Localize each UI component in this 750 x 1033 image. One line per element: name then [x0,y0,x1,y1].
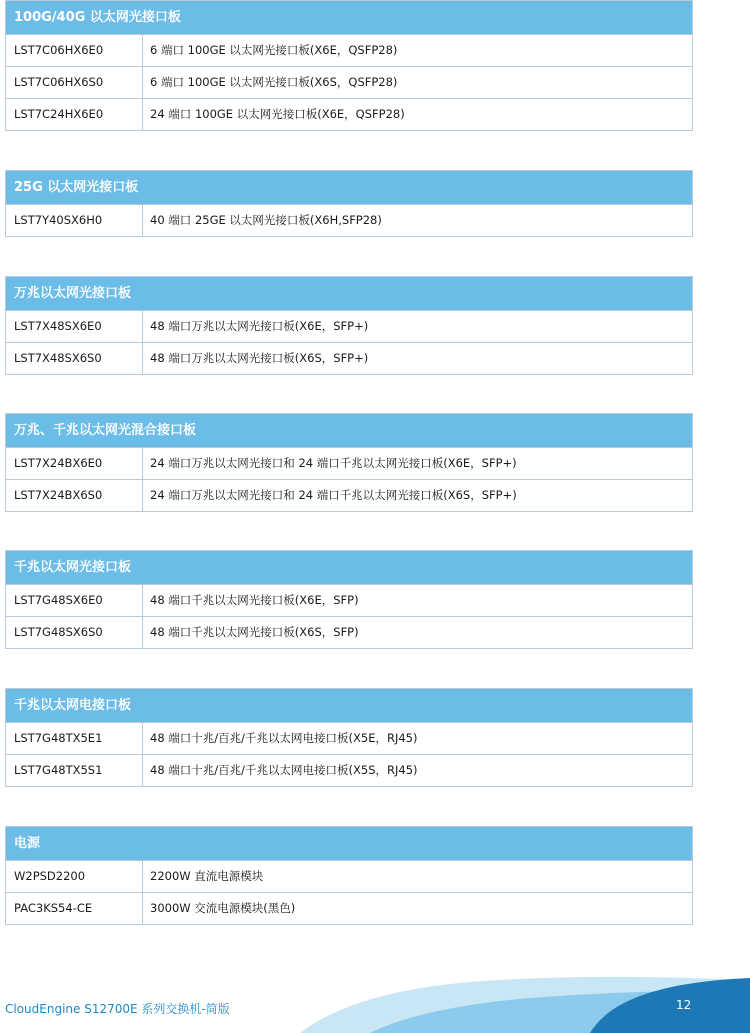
part-code: LST7X24BX6E0 [6,448,143,479]
section-heading: 100G/40G 以太网光接口板 [6,1,692,34]
table-row [6,479,692,511]
part-code: LST7C24HX6E0 [6,99,143,130]
part-code: LST7C06HX6E0 [6,35,143,66]
table-1g-electrical [5,688,693,787]
table-row [6,342,692,374]
part-description: 48 端口万兆以太网光接口板(X6E，SFP+) [150,319,369,333]
part-description: 6 端口 100GE 以太网光接口板(X6E，QSFP28) [150,43,398,57]
part-code: LST7X24BX6S0 [6,480,143,511]
part-description: 48 端口千兆以太网光接口板(X6S，SFP) [150,625,359,639]
part-code: LST7X48SX6E0 [6,311,143,342]
table-row [6,722,692,754]
section-heading: 25G 以太网光接口板 [6,171,692,204]
table-1g-optical [5,550,693,649]
table-25g [5,170,693,237]
part-code: LST7G48SX6E0 [6,585,143,616]
section-heading: 万兆、千兆以太网光混合接口板 [6,414,692,447]
part-description: 48 端口万兆以太网光接口板(X6S，SFP+) [150,351,369,365]
part-code: LST7G48SX6S0 [6,617,143,648]
part-description: 24 端口 100GE 以太网光接口板(X6E，QSFP28) [150,107,405,121]
table-row [6,204,692,236]
section-heading: 千兆以太网电接口板 [6,689,692,722]
part-description: 48 端口十兆/百兆/千兆以太网电接口板(X5S，RJ45) [150,763,418,777]
footer-document-title: CloudEngine S12700E 系列交换机-简版 [5,1002,230,1016]
part-description: 48 端口千兆以太网光接口板(X6E，SFP) [150,593,359,607]
part-description: 24 端口万兆以太网光接口和 24 端口千兆以太网光接口板(X6S，SFP+) [150,488,517,502]
part-code: W2PSD2200 [6,861,143,892]
part-code: PAC3KS54-CE [6,893,143,924]
section-heading: 千兆以太网光接口板 [6,551,692,584]
table-10g [5,276,693,375]
table-row [6,584,692,616]
part-description: 48 端口十兆/百兆/千兆以太网电接口板(X5E，RJ45) [150,731,418,745]
table-10g-1g-hybrid [5,413,693,512]
part-code: LST7G48TX5S1 [6,755,143,786]
table-row [6,447,692,479]
page-number: 12 [676,998,692,1012]
table-row [6,892,692,924]
part-description: 3000W 交流电源模块(黑色) [150,901,296,915]
part-description: 24 端口万兆以太网光接口和 24 端口千兆以太网光接口板(X6E，SFP+) [150,456,517,470]
section-heading: 万兆以太网光接口板 [6,277,692,310]
table-power [5,826,693,925]
part-description: 40 端口 25GE 以太网光接口板(X6H,SFP28) [150,213,382,227]
table-row [6,34,692,66]
part-description: 6 端口 100GE 以太网光接口板(X6S，QSFP28) [150,75,398,89]
table-row [6,616,692,648]
table-row [6,754,692,786]
table-row [6,66,692,98]
table-100g-40g [5,0,693,131]
table-row [6,310,692,342]
part-code: LST7G48TX5E1 [6,723,143,754]
section-heading: 电源 [6,827,692,860]
part-code: LST7Y40SX6H0 [6,205,143,236]
table-row [6,860,692,892]
part-description: 2200W 直流电源模块 [150,869,264,883]
part-code: LST7C06HX6S0 [6,67,143,98]
table-row [6,98,692,130]
part-code: LST7X48SX6S0 [6,343,143,374]
